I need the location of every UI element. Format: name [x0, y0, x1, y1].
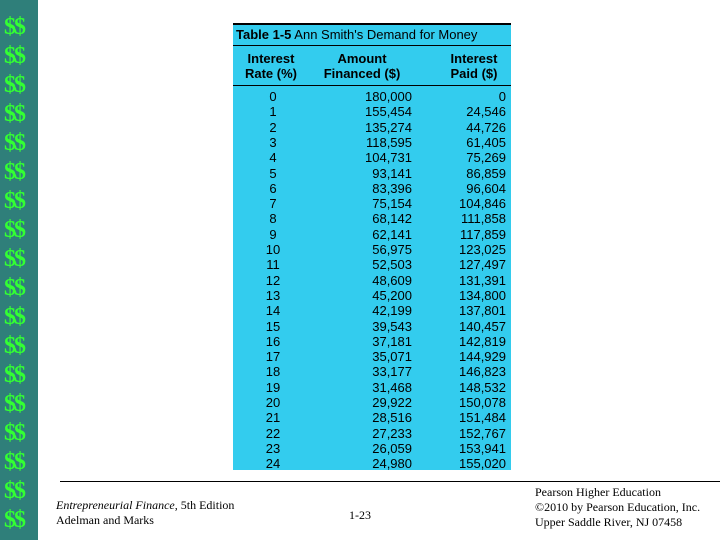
- cell-interest-paid: 104,846: [459, 196, 506, 212]
- cell-amount-financed: 28,516: [372, 410, 412, 426]
- cell-amount-financed: 24,980: [372, 456, 412, 472]
- table-row: [233, 150, 511, 165]
- cell-amount-financed: 27,233: [372, 425, 412, 441]
- cell-interest-paid: 150,078: [459, 395, 506, 410]
- cell-amount-financed: 56,975: [372, 242, 412, 257]
- dollar-sign-icon: $$: [4, 101, 24, 127]
- cell-interest-paid: 75,269: [466, 150, 506, 166]
- cell-interest-paid: 153,941: [459, 440, 506, 456]
- cell-interest-rate: 14: [265, 303, 281, 319]
- cell-interest-rate: 2: [269, 119, 277, 135]
- cell-interest-rate: 3: [269, 134, 277, 150]
- table-row: [233, 242, 511, 257]
- dollar-sign-icon: $$: [4, 159, 24, 185]
- cell-amount-financed: 42,199: [372, 303, 412, 319]
- cell-interest-rate: 12: [265, 272, 281, 288]
- dollar-sign-icon: $$: [4, 391, 24, 417]
- cell-amount-financed: 45,200: [372, 287, 412, 303]
- cell-amount-financed: 135,274: [365, 119, 412, 135]
- cell-amount-financed: 35,071: [372, 349, 412, 365]
- cell-interest-paid: 137,801: [459, 303, 506, 319]
- header-divider: [233, 85, 511, 86]
- dollar-sign-icon: $$: [4, 14, 24, 40]
- decorative-sidebar: [0, 0, 38, 540]
- table-caption: Ann Smith's Demand for Money: [294, 27, 478, 42]
- table-title: [236, 27, 477, 45]
- table-row: [233, 410, 511, 425]
- demand-for-money-table: [233, 23, 511, 470]
- table-row: [233, 257, 511, 272]
- cell-interest-paid: 131,391: [459, 272, 506, 288]
- header-amount-financed-line2: Financed ($): [323, 66, 401, 81]
- header-interest-paid-line2: Paid ($): [450, 66, 498, 81]
- table-number: Table 1-5: [236, 27, 292, 42]
- cell-amount-financed: 26,059: [372, 440, 412, 456]
- cell-interest-paid: 61,405: [466, 134, 506, 150]
- cell-amount-financed: 33,177: [372, 364, 412, 380]
- cell-interest-paid: 155,020: [459, 456, 506, 472]
- header-interest-paid: [437, 51, 511, 81]
- cell-interest-paid: 24,546: [466, 104, 506, 120]
- page-number: 1-23: [349, 508, 371, 522]
- cell-interest-rate: 4: [269, 150, 277, 166]
- table-row: [233, 227, 511, 242]
- footer-publisher: [535, 485, 700, 530]
- cell-interest-rate: 15: [265, 318, 281, 334]
- table-row: [233, 456, 511, 471]
- table-row: [233, 166, 511, 181]
- table-row: [233, 426, 511, 441]
- header-amount-financed: [313, 51, 411, 81]
- footer-book-title-line: [56, 498, 234, 513]
- dollar-sign-icon: $$: [4, 507, 24, 533]
- table-row: [233, 120, 511, 135]
- dollar-sign-icon: $$: [4, 217, 24, 243]
- cell-amount-financed: 39,543: [372, 318, 412, 334]
- publisher-line-1: Pearson Higher Education: [535, 485, 661, 499]
- table-row: [233, 441, 511, 456]
- dollar-sign-icon: $$: [4, 333, 24, 359]
- cell-interest-rate: 13: [265, 287, 281, 303]
- cell-interest-paid: 123,025: [459, 242, 506, 257]
- cell-interest-rate: 24: [265, 456, 281, 472]
- dollar-sign-icon: $$: [4, 420, 24, 446]
- cell-amount-financed: 48,609: [372, 272, 412, 288]
- dollar-sign-icon: $$: [4, 43, 24, 69]
- cell-interest-rate: 19: [265, 379, 281, 395]
- cell-interest-paid: 140,457: [459, 318, 506, 334]
- header-interest-rate-line2: Rate (%): [244, 66, 297, 81]
- table-row: [233, 334, 511, 349]
- cell-interest-paid: 152,767: [459, 425, 506, 441]
- table-row: [233, 349, 511, 364]
- dollar-sign-icon: $$: [4, 246, 24, 272]
- cell-interest-rate: 7: [269, 196, 277, 212]
- header-amount-financed-line1: Amount: [337, 51, 387, 66]
- cell-amount-financed: 62,141: [372, 226, 412, 242]
- cell-interest-paid: 0: [498, 89, 506, 104]
- cell-interest-rate: 17: [265, 349, 281, 365]
- cell-interest-rate: 18: [265, 364, 281, 380]
- cell-interest-paid: 86,859: [466, 165, 506, 181]
- cell-interest-rate: 1: [269, 104, 277, 120]
- footer-divider: [60, 481, 720, 482]
- dollar-sign-icon: $$: [4, 72, 24, 98]
- table-row: [233, 364, 511, 379]
- dollar-sign-icon: $$: [4, 304, 24, 330]
- cell-interest-rate: 21: [265, 410, 281, 426]
- table-row: [233, 196, 511, 211]
- table-row: [233, 135, 511, 150]
- cell-amount-financed: 93,141: [372, 165, 412, 181]
- dollar-sign-icon: $$: [4, 449, 24, 475]
- cell-interest-rate: 10: [265, 242, 281, 257]
- title-divider: [233, 45, 511, 46]
- cell-interest-paid: 96,604: [466, 180, 506, 196]
- cell-interest-rate: 5: [269, 165, 277, 181]
- table-row: [233, 303, 511, 318]
- cell-interest-rate: 23: [265, 440, 281, 456]
- dollar-sign-icon: $$: [4, 362, 24, 388]
- header-interest-rate: [233, 51, 309, 81]
- table-row: [233, 319, 511, 334]
- cell-amount-financed: 155,454: [365, 104, 412, 120]
- cell-amount-financed: 83,396: [372, 180, 412, 196]
- cell-amount-financed: 118,595: [365, 134, 412, 150]
- dollar-sign-icon: $$: [4, 130, 24, 156]
- table-row: [233, 380, 511, 395]
- cell-interest-paid: 144,929: [459, 349, 506, 365]
- cell-interest-paid: 111,858: [460, 211, 506, 227]
- table-row: [233, 104, 511, 119]
- cell-interest-paid: 148,532: [459, 379, 506, 395]
- cell-amount-financed: 37,181: [372, 333, 412, 349]
- publisher-line-3: Upper Saddle River, NJ 07458: [535, 515, 683, 529]
- cell-interest-rate: 6: [269, 180, 277, 196]
- cell-interest-rate: 8: [269, 211, 277, 227]
- footer-book-info: [56, 498, 234, 528]
- table-row: [233, 395, 511, 410]
- cell-interest-rate: 20: [265, 395, 281, 410]
- cell-interest-rate: 0: [269, 89, 277, 104]
- table-row: [233, 181, 511, 196]
- table-row: [233, 288, 511, 303]
- table-row: [233, 273, 511, 288]
- dollar-sign-icon: $$: [4, 275, 24, 301]
- cell-interest-rate: 22: [265, 425, 281, 441]
- footer-authors: Adelman and Marks: [56, 513, 154, 527]
- dollar-sign-icon: $$: [4, 188, 24, 214]
- cell-interest-rate: 9: [269, 226, 277, 242]
- cell-amount-financed: 68,142: [372, 211, 412, 227]
- cell-amount-financed: 104,731: [365, 150, 412, 166]
- cell-amount-financed: 31,468: [372, 379, 412, 395]
- cell-amount-financed: 52,503: [372, 257, 412, 273]
- cell-interest-paid: 134,800: [459, 287, 506, 303]
- cell-interest-rate: 11: [266, 257, 280, 273]
- header-interest-rate-line1: Interest: [247, 51, 295, 66]
- footer-edition: 5th Edition: [177, 498, 235, 512]
- cell-interest-paid: 151,484: [459, 410, 506, 426]
- cell-amount-financed: 75,154: [372, 196, 412, 212]
- header-interest-paid-line1: Interest: [450, 51, 498, 66]
- cell-amount-financed: 29,922: [372, 395, 412, 410]
- cell-interest-paid: 127,497: [459, 257, 506, 273]
- cell-interest-paid: 142,819: [459, 333, 506, 349]
- dollar-sign-icon: $$: [4, 478, 24, 504]
- publisher-line-2: ©2010 by Pearson Education, Inc.: [535, 500, 701, 514]
- cell-interest-paid: 44,726: [466, 119, 506, 135]
- cell-interest-paid: 117,859: [459, 226, 506, 242]
- cell-amount-financed: 180,000: [365, 89, 412, 104]
- cell-interest-paid: 146,823: [459, 364, 506, 380]
- table-row: [233, 211, 511, 226]
- table-row: [233, 89, 511, 104]
- cell-interest-rate: 16: [265, 333, 281, 349]
- footer-book-title: Entrepreneurial Finance,: [56, 498, 178, 512]
